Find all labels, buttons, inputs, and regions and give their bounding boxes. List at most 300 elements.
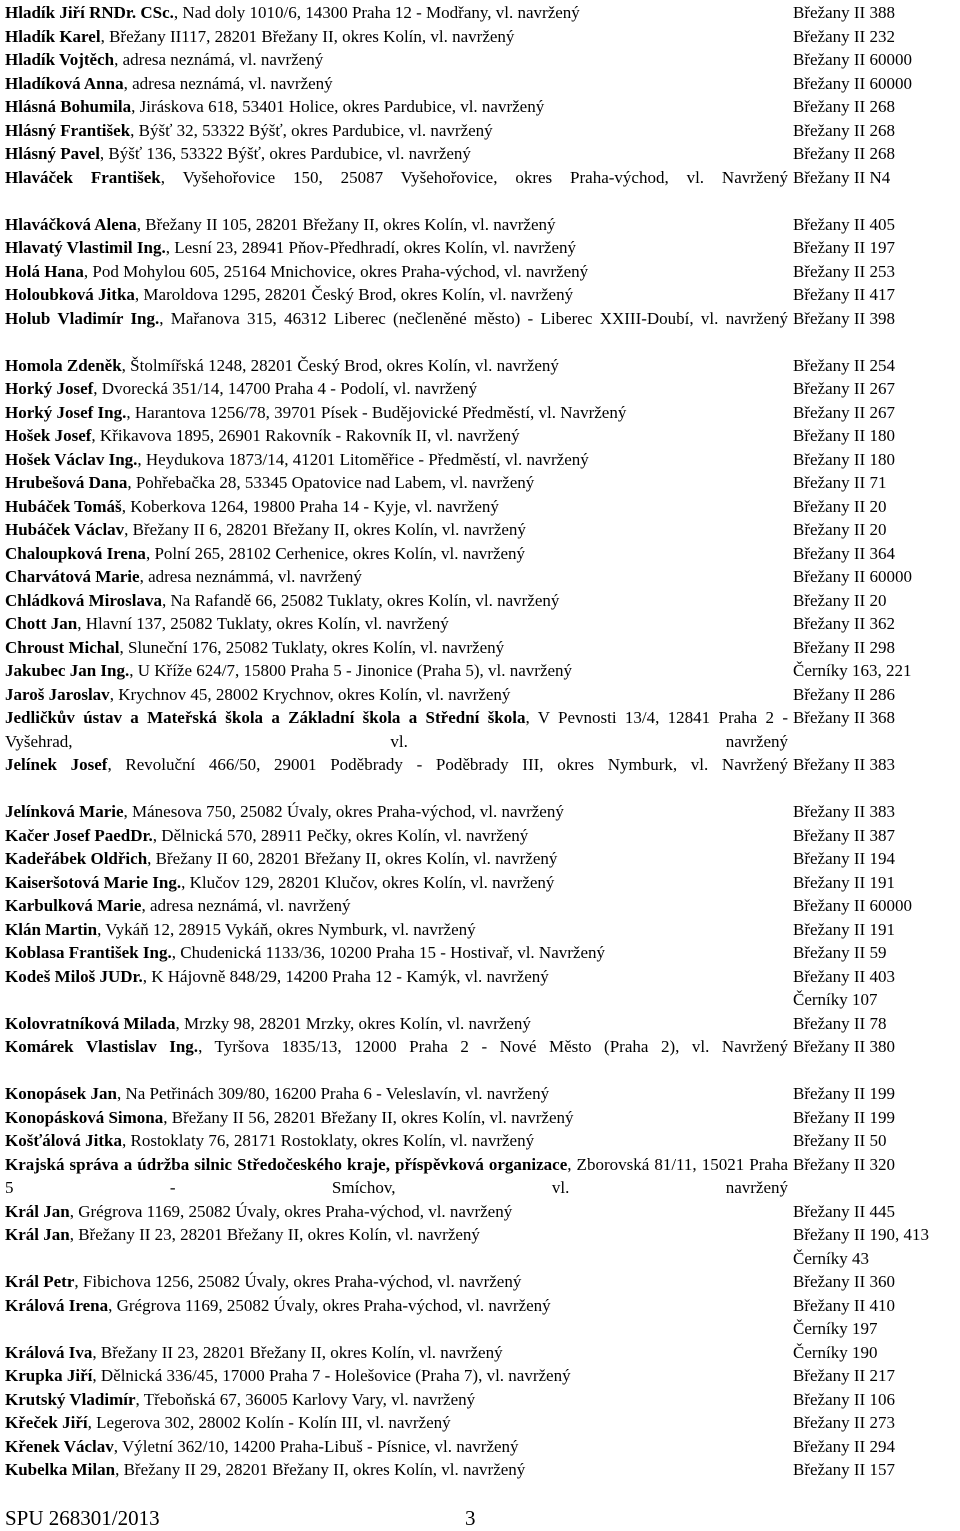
parcel-line: Břežany II 194 — [793, 849, 895, 868]
owner-entry — [5, 659, 957, 683]
parcel-line: Břežany II 398 — [793, 308, 895, 328]
owner-address: , Štolmířská 1248, 28201 Český Brod, okres Kolín, vl. navržený — [121, 355, 559, 375]
parcel-reference — [793, 166, 960, 190]
parcel-line: Břežany II 268 — [793, 144, 895, 163]
owner-name: Chroust Michal — [5, 637, 120, 657]
owner-name: Hladík Vojtěch — [5, 50, 115, 69]
parcel-line: Břežany II 253 — [793, 261, 895, 281]
owner-name: Hubáček Tomáš — [5, 496, 122, 516]
owner-entry — [5, 1035, 957, 1082]
parcel-reference — [793, 1341, 960, 1365]
owner-name: Kubelka Milan — [5, 1460, 116, 1479]
parcel-reference — [793, 1106, 960, 1130]
owner-name: Krupka Jiří — [5, 1366, 93, 1385]
parcel-line: Břežany II 294 — [793, 1436, 895, 1456]
owner-entry — [5, 142, 957, 166]
owner-name: Homola Zdeněk — [5, 355, 122, 375]
parcel-reference — [793, 871, 960, 895]
owner-address: , Polní 265, 28102 Cerhenice, okres Kolín, vl. navržený — [145, 543, 526, 563]
owner-name: Hlaváčková Alena — [5, 214, 137, 234]
owner-address: , Dělnická 570, 28911 Pečky, okres Kolín, vl. navržený — [152, 825, 529, 845]
owner-entry — [5, 518, 957, 542]
parcel-reference — [793, 377, 960, 401]
owner-description — [5, 941, 788, 965]
parcel-reference — [793, 1458, 960, 1482]
owner-description — [5, 1364, 788, 1388]
owner-entry — [5, 119, 957, 143]
parcel-reference — [793, 659, 960, 683]
owner-name: Konopásek Jan — [5, 1084, 117, 1103]
owner-address: , adresa neznámmá, vl. navržený — [139, 567, 362, 586]
parcel-reference — [793, 1035, 960, 1059]
owner-description — [5, 1458, 788, 1482]
parcel-line: Břežany II 410 — [793, 1295, 895, 1315]
owner-address: , Maroldova 1295, 28201 Český Brod, okres Kolín, vl. navržený — [134, 285, 574, 304]
parcel-reference — [793, 800, 960, 824]
owner-name: Hlásný Pavel — [5, 144, 100, 163]
owner-address: , Křikavova 1895, 26901 Rakovník - Rakovník II, vl. navržený — [91, 426, 520, 445]
owner-description — [5, 1270, 788, 1294]
owner-entry — [5, 847, 957, 871]
owner-entry — [5, 260, 957, 284]
owner-entry — [5, 1129, 957, 1153]
parcel-reference — [793, 354, 960, 378]
parcel-line: Břežany II 445 — [793, 1201, 895, 1221]
owner-name: Král Jan — [5, 1201, 70, 1221]
owner-entry — [5, 1458, 957, 1482]
owner-address: , Vyšehořovice 150, 25087 Vyšehořovice, okres Praha-východ, vl. Navržený — [160, 167, 788, 187]
parcel-reference — [793, 424, 960, 448]
document-id: SPU 268301/2013 — [5, 1506, 160, 1530]
owner-name: Jelínková Marie — [5, 802, 124, 821]
parcel-line: Břežany II 273 — [793, 1413, 895, 1432]
parcel-line: Břežany II 50 — [793, 1131, 887, 1150]
owner-entry — [5, 354, 957, 378]
owner-address: , adresa neznámá, vl. navržený — [114, 50, 324, 69]
owner-entry — [5, 683, 957, 707]
owner-description — [5, 800, 788, 824]
owner-description — [5, 377, 788, 401]
owner-description — [5, 542, 788, 566]
owner-entry — [5, 1270, 957, 1294]
parcel-reference — [793, 448, 960, 472]
parcel-reference — [793, 495, 960, 519]
owner-description — [5, 119, 788, 143]
owner-name: Kačer Josef PaedDr. — [5, 825, 153, 845]
owner-entry — [5, 448, 957, 472]
owner-description — [5, 1012, 788, 1036]
owner-name: Klán Martin — [5, 919, 98, 939]
owner-entry — [5, 1153, 957, 1200]
parcel-reference — [793, 213, 960, 237]
owner-address: , Mařanova 315, 46312 Liberec (nečleněné město) - Liberec XXIII-Doubí, vl. navržený — [159, 308, 789, 328]
owner-name: Hlásná Bohumila — [5, 97, 132, 116]
parcel-line: Břežany II 199 — [793, 1084, 895, 1103]
owner-description — [5, 1294, 788, 1318]
parcel-reference — [793, 1388, 960, 1412]
owner-entry — [5, 1223, 957, 1270]
owner-description — [5, 612, 788, 636]
owner-address: , K Hájovně 848/29, 14200 Praha 12 - Kamýk, vl. navržený — [142, 966, 549, 986]
owner-address: , Býšť 32, 53322 Býšť, okres Pardubice, vl. navržený — [130, 120, 493, 140]
owner-entry — [5, 1, 957, 25]
owner-name: Krutský Vladimír — [5, 1389, 136, 1409]
owner-address: , Tyršova 1835/13, 12000 Praha 2 - Nové Město (Praha 2), vl. Navržený — [198, 1037, 788, 1056]
owner-address: , Břežany II 60, 28201 Břežany II, okres Kolín, vl. navržený — [147, 849, 558, 868]
owner-entry — [5, 589, 957, 613]
parcel-line: Břežany II 180 — [793, 426, 895, 445]
owner-name: Charvátová Marie — [5, 567, 140, 586]
parcel-line: Břežany II 368 — [793, 708, 895, 727]
parcel-line: Břežany II 106 — [793, 1389, 895, 1409]
owner-description — [5, 72, 788, 96]
owner-description — [5, 706, 788, 753]
owner-address: , Břežany II 105, 28201 Břežany II, okres Kolín, vl. navržený — [136, 214, 556, 234]
parcel-line: Černíky 190 — [793, 1342, 878, 1362]
owner-address: , Vykáň 12, 28915 Vykáň, okres Nymburk, vl. navržený — [97, 919, 476, 939]
owner-address: , Klučov 129, 28201 Klučov, okres Kolín, vl. navržený — [181, 872, 555, 892]
owner-name: Košťálová Jitka — [5, 1131, 123, 1150]
parcel-reference — [793, 612, 960, 636]
owner-entry — [5, 1294, 957, 1341]
parcel-line: Břežany II 360 — [793, 1272, 895, 1291]
parcel-reference — [793, 918, 960, 942]
owner-address: , Lesní 23, 28941 Pňov-Předhradí, okres Kolín, vl. navržený — [165, 238, 577, 257]
parcel-reference — [793, 565, 960, 589]
owner-name: Hošek Václav Ing. — [5, 449, 138, 469]
owner-description — [5, 965, 788, 989]
owner-name: Křeček Jiří — [5, 1413, 88, 1432]
parcel-line: Břežany II 417 — [793, 285, 895, 304]
owner-description — [5, 95, 788, 119]
owner-entry — [5, 1364, 957, 1388]
parcel-line: Černíky 107 — [793, 990, 878, 1009]
owner-description — [5, 401, 788, 425]
parcel-reference — [793, 1294, 960, 1341]
owner-entry — [5, 1388, 957, 1412]
parcel-line: Břežany II 191 — [793, 872, 895, 892]
owner-address: , Břežany II 6, 28201 Břežany II, okres Kolín, vl. navržený — [124, 520, 526, 539]
parcel-reference — [793, 1129, 960, 1153]
owner-description — [5, 659, 788, 683]
owner-description — [5, 753, 788, 777]
owner-name: Kadeřábek Oldřich — [5, 849, 148, 868]
owner-name: Komárek Vlastislav Ing. — [5, 1037, 199, 1056]
owner-description — [5, 495, 788, 519]
owner-description — [5, 48, 788, 72]
parcel-reference — [793, 1012, 960, 1036]
owner-name: Chaloupková Irena — [5, 543, 146, 563]
parcel-reference — [793, 142, 960, 166]
owner-address: , Legerova 302, 28002 Kolín - Kolín III, vl. navržený — [87, 1413, 451, 1432]
owner-entry — [5, 25, 957, 49]
owner-entry — [5, 894, 957, 918]
owner-name: Chládková Miroslava — [5, 590, 162, 610]
owner-description — [5, 1200, 788, 1224]
parcel-line: Břežany II 254 — [793, 355, 895, 375]
parcel-reference — [793, 941, 960, 965]
owner-entry — [5, 753, 957, 800]
owner-entry — [5, 800, 957, 824]
owner-description — [5, 565, 788, 589]
owner-entry — [5, 72, 957, 96]
owner-description — [5, 1341, 788, 1365]
owner-description — [5, 25, 788, 49]
owner-address: , Břežany II 23, 28201 Břežany II, okres Kolín, vl. navržený — [69, 1225, 480, 1244]
parcel-line: Břežany II 20 — [793, 590, 887, 610]
owner-entry — [5, 401, 957, 425]
owner-entry — [5, 471, 957, 495]
owner-address: , Pohřebačka 28, 53345 Opatovice nad Labem, vl. navržený — [127, 473, 535, 492]
owner-entry — [5, 1411, 957, 1435]
owner-description — [5, 354, 788, 378]
parcel-line: Břežany II 380 — [793, 1037, 895, 1056]
owner-address: , Mánesova 750, 25082 Úvaly, okres Praha-východ, vl. navržený — [123, 802, 564, 821]
owner-name: Hladík Jiří RNDr. CSc. — [5, 3, 174, 22]
parcel-line: Břežany II N4 — [793, 167, 891, 187]
owner-name: Křenek Václav — [5, 1436, 114, 1456]
owner-name: Hubáček Václav — [5, 520, 125, 539]
owner-entry — [5, 636, 957, 660]
owner-address: , Břežany II 29, 28201 Břežany II, okres Kolín, vl. navržený — [115, 1460, 526, 1479]
owner-entry — [5, 95, 957, 119]
owner-entry — [5, 824, 957, 848]
parcel-reference — [793, 518, 960, 542]
owner-address: , Dělnická 336/45, 17000 Praha 7 - Holešovice (Praha 7), vl. navržený — [92, 1366, 571, 1385]
parcel-reference — [793, 1153, 960, 1177]
owner-name: Jelínek Josef — [5, 755, 108, 774]
owner-description — [5, 1106, 788, 1130]
parcel-line: Břežany II 197 — [793, 238, 895, 257]
owner-name: Králová Iva — [5, 1342, 93, 1362]
owner-address: , Koberkova 1264, 19800 Praha 14 - Kyje, vl. navržený — [121, 496, 499, 516]
parcel-reference — [793, 1082, 960, 1106]
parcel-line: Břežany II 20 — [793, 496, 887, 516]
owner-address: , Sluneční 176, 25082 Tuklaty, okres Kolín, vl. navržený — [119, 637, 505, 657]
owner-entry — [5, 612, 957, 636]
owner-address: , Zborovská 81/11, 15021 Praha 5 - Smíchov, vl. navržený — [5, 1154, 788, 1197]
owner-entry — [5, 941, 957, 965]
owner-name: Krajská správa a údržba silnic Středočeského kraje, příspěvková organizace — [5, 1154, 568, 1174]
owner-description — [5, 1, 788, 25]
owner-entry — [5, 1082, 957, 1106]
owner-entry — [5, 213, 957, 237]
owner-entry — [5, 965, 957, 1012]
parcel-line: Břežany II 60000 — [793, 50, 912, 69]
owner-name: Hladíková Anna — [5, 73, 124, 93]
owner-name: Konopásková Simona — [5, 1107, 164, 1127]
owner-description — [5, 894, 788, 918]
owner-description — [5, 260, 788, 284]
parcel-reference — [793, 236, 960, 260]
owner-entry — [5, 283, 957, 307]
parcel-line: Břežany II 364 — [793, 543, 895, 563]
parcel-line: Břežany II 59 — [793, 943, 887, 962]
parcel-line: Břežany II 286 — [793, 684, 895, 704]
owner-name: Kolovratníková Milada — [5, 1013, 176, 1033]
parcel-reference — [793, 307, 960, 331]
parcel-line: Černíky 163, 221 — [793, 661, 912, 680]
parcel-line: Břežany II 180 — [793, 449, 895, 469]
owner-name: Holub Vladimír Ing. — [5, 308, 160, 328]
owner-entry — [5, 1200, 957, 1224]
owner-name: Kaiseršotová Marie Ing. — [5, 872, 182, 892]
owner-description — [5, 589, 788, 613]
owner-description — [5, 424, 788, 448]
parcel-reference — [793, 1411, 960, 1435]
owner-name: Hlavatý Vlastimil Ing. — [5, 238, 166, 257]
parcel-line: Břežany II 267 — [793, 379, 895, 398]
parcel-line: Břežany II 191 — [793, 919, 895, 939]
parcel-line: Břežany II 60000 — [793, 73, 912, 93]
parcel-reference — [793, 48, 960, 72]
parcel-reference — [793, 1, 960, 25]
parcel-reference — [793, 706, 960, 730]
parcel-line: Břežany II 268 — [793, 97, 895, 116]
owner-address: , Harantova 1256/78, 39701 Písek - Budějovické Předměstí, vl. Navržený — [126, 402, 627, 422]
owner-entry — [5, 424, 957, 448]
owner-description — [5, 213, 788, 237]
owner-entry — [5, 565, 957, 589]
parcel-line: Břežany II 60000 — [793, 896, 912, 915]
owner-address: , Heydukova 1873/14, 41201 Litoměřice - Předměstí, vl. navržený — [137, 449, 589, 469]
parcel-line: Břežany II 405 — [793, 214, 895, 234]
parcel-reference — [793, 471, 960, 495]
owner-description — [5, 1153, 788, 1200]
owner-description — [5, 847, 788, 871]
owner-description — [5, 871, 788, 895]
owner-entry — [5, 236, 957, 260]
owner-description — [5, 1411, 788, 1435]
owner-name: Karbulková Marie — [5, 896, 142, 915]
owner-entry — [5, 1341, 957, 1365]
parcel-line: Břežany II 60000 — [793, 567, 912, 586]
parcel-reference — [793, 894, 960, 918]
parcel-reference — [793, 25, 960, 49]
owner-name: Holá Hana — [5, 261, 84, 281]
parcel-line: Břežany II 199 — [793, 1107, 895, 1127]
owner-name: Jedličkův ústav a Mateřská škola a Základní škola a Střední škola — [5, 708, 526, 727]
owner-address: , Býšť 136, 53322 Býšť, okres Pardubice, vl. navržený — [99, 144, 471, 163]
parcel-line: Břežany II 267 — [793, 402, 895, 422]
parcel-line: Břežany II 298 — [793, 637, 895, 657]
parcel-reference — [793, 1223, 960, 1270]
owner-address: , Rostoklaty 76, 28171 Rostoklaty, okres Kolín, vl. navržený — [122, 1131, 535, 1150]
owner-address: , Břežany II 23, 28201 Břežany II, okres Kolín, vl. navržený — [92, 1342, 503, 1362]
owner-address: , Na Rafandě 66, 25082 Tuklaty, okres Kolín, vl. navržený — [161, 590, 560, 610]
owner-address: , Jiráskova 618, 53401 Holice, okres Pardubice, vl. navržený — [131, 97, 545, 116]
parcel-line: Břežany II 362 — [793, 614, 895, 633]
owner-entry — [5, 871, 957, 895]
owner-address: , Třeboňská 67, 36005 Karlovy Vary, vl. navržený — [135, 1389, 476, 1409]
owner-name: Hlásný František — [5, 120, 131, 140]
parcel-reference — [793, 589, 960, 613]
owner-address: , Pod Mohylou 605, 25164 Mnichovice, okres Praha-východ, vl. navržený — [83, 261, 589, 281]
owner-name: Chott Jan — [5, 614, 78, 633]
parcel-line: Břežany II 383 — [793, 755, 895, 774]
owner-name: Jaroš Jaroslav — [5, 684, 110, 704]
owner-entry — [5, 377, 957, 401]
owner-description — [5, 471, 788, 495]
owner-name: Hladík Karel — [5, 26, 101, 46]
owner-entry — [5, 1012, 957, 1036]
parcel-line: Břežany II 387 — [793, 825, 895, 845]
parcel-line: Břežany II 320 — [793, 1154, 895, 1174]
page-footer — [5, 1506, 955, 1531]
owner-address: , Dvorecká 351/14, 14700 Praha 4 - Podolí, vl. navržený — [93, 379, 478, 398]
owner-entry — [5, 307, 957, 354]
owner-name: Králová Irena — [5, 1295, 109, 1315]
parcel-reference — [793, 1435, 960, 1459]
owner-entry — [5, 542, 957, 566]
owner-address: , Krychnov 45, 28002 Krychnov, okres Kolín, vl. navržený — [109, 684, 511, 704]
parcel-line: Břežany II 20 — [793, 520, 887, 539]
parcel-reference — [793, 824, 960, 848]
owner-name: Horký Josef Ing. — [5, 402, 127, 422]
parcel-reference — [793, 283, 960, 307]
owner-description — [5, 636, 788, 660]
owner-address: , Chudenická 1133/36, 10200 Praha 15 - Hostivař, vl. Navržený — [171, 943, 605, 962]
parcel-line: Břežany II 268 — [793, 120, 895, 140]
owner-entry — [5, 166, 957, 213]
parcel-reference — [793, 965, 960, 1012]
owner-description — [5, 448, 788, 472]
owner-name: Horký Josef — [5, 379, 94, 398]
owner-name: Hošek Josef — [5, 426, 92, 445]
owner-address: , Na Petřinách 309/80, 16200 Praha 6 - Veleslavín, vl. navržený — [116, 1084, 550, 1103]
owner-address: , adresa neznámá, vl. navržený — [141, 896, 351, 915]
owner-description — [5, 1388, 788, 1412]
owner-name: Holoubková Jitka — [5, 285, 135, 304]
parcel-line: Černíky 43 — [793, 1248, 870, 1268]
owner-name: Jakubec Jan Ing. — [5, 661, 130, 680]
parcel-reference — [793, 72, 960, 96]
owner-name: Hrubešová Dana — [5, 473, 128, 492]
parcel-line: Břežany II 232 — [793, 26, 895, 46]
owner-name: Kodeš Miloš JUDr. — [5, 966, 143, 986]
parcel-reference — [793, 1200, 960, 1224]
owner-address: , Hlavní 137, 25082 Tuklaty, okres Kolín, vl. navržený — [77, 614, 449, 633]
parcel-reference — [793, 847, 960, 871]
owner-description — [5, 1435, 788, 1459]
owner-name: Král Petr — [5, 1272, 75, 1291]
parcel-line: Břežany II 383 — [793, 802, 895, 821]
owner-address: , Mrzky 98, 28201 Mrzky, okres Kolín, vl. navržený — [175, 1013, 531, 1033]
parcel-reference — [793, 119, 960, 143]
owner-address: , U Kříže 624/7, 15800 Praha 5 - Jinonice (Praha 5), vl. navržený — [129, 661, 573, 680]
owner-address: , Grégrova 1169, 25082 Úvaly, okres Praha-východ, vl. navržený — [69, 1201, 513, 1221]
parcel-line: Břežany II 190, 413 — [793, 1225, 929, 1244]
owner-description — [5, 283, 788, 307]
owner-address: , V Pevnosti 13/4, 12841 Praha 2 - Vyšehrad, vl. navržený — [5, 708, 788, 751]
owner-name: Hlaváček František — [5, 167, 161, 187]
owner-description — [5, 166, 788, 190]
parcel-line: Břežany II 217 — [793, 1366, 895, 1385]
parcel-reference — [793, 95, 960, 119]
owner-description — [5, 236, 788, 260]
parcel-line: Břežany II 78 — [793, 1013, 887, 1033]
owner-address: , Břežany II 56, 28201 Břežany II, okres Kolín, vl. navržený — [163, 1107, 574, 1127]
parcel-reference — [793, 753, 960, 777]
parcel-line: Břežany II 157 — [793, 1460, 895, 1479]
parcel-line: Břežany II 388 — [793, 3, 895, 22]
owner-address: , Grégrova 1169, 25082 Úvaly, okres Praha-východ, vl. navržený — [108, 1295, 551, 1315]
owner-address: , Nad doly 1010/6, 14300 Praha 12 - Modřany, vl. navržený — [173, 3, 580, 22]
owner-entry — [5, 1106, 957, 1130]
owner-description — [5, 1129, 788, 1153]
owner-entry — [5, 495, 957, 519]
parcel-reference — [793, 636, 960, 660]
